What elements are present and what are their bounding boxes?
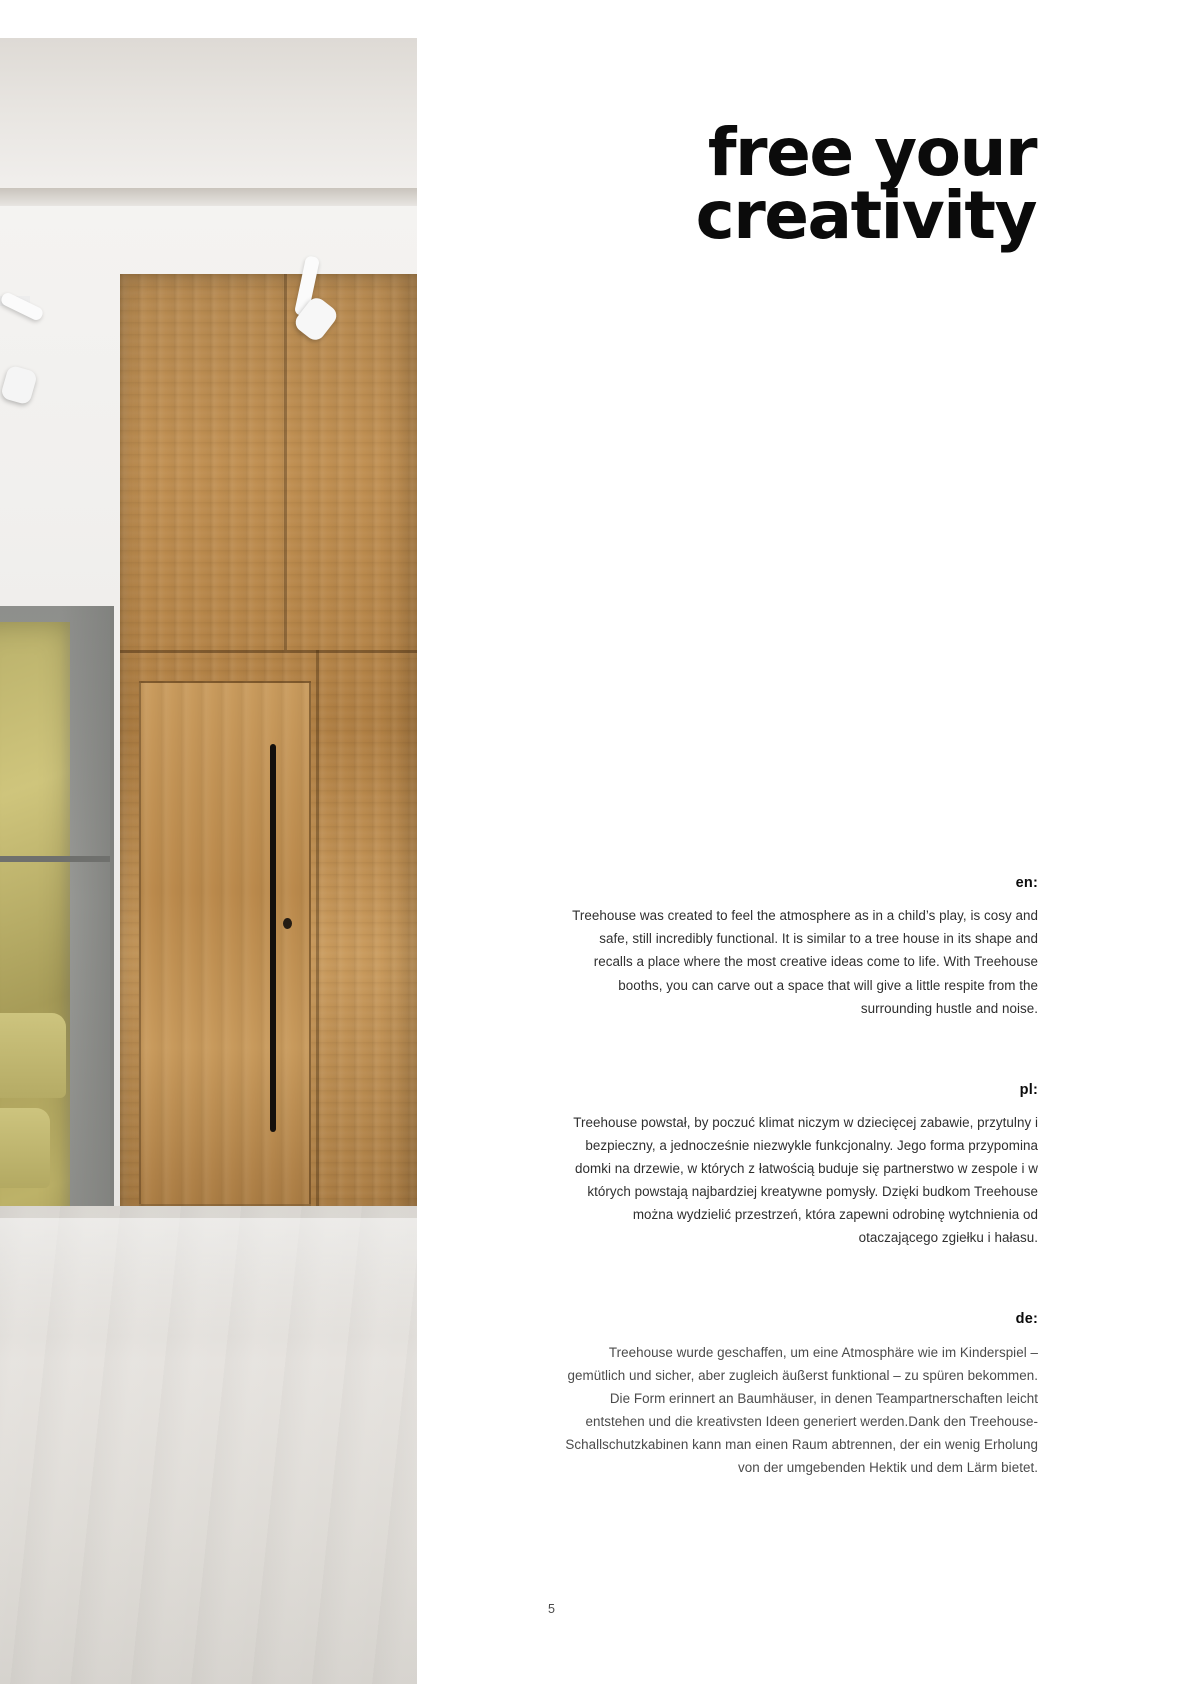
page-title-line-2: creativity <box>695 176 1036 254</box>
door-lock <box>283 918 292 929</box>
page-title-line-1: free your <box>707 114 1036 192</box>
language-label-en: en: <box>1015 875 1038 891</box>
wood-seam-horizontal <box>120 650 417 653</box>
description-blocks <box>560 875 1038 1492</box>
description-text-pl: Treehouse powstał, by poczuć klimat niczym w dziecięcej zabawie, przytulny i bezpieczny, a jednocześnie niezwykle funkcjonalny. Jego forma przypomina domki na drzewie, w których z łatwością buduje się partnerstwo w zespole i w których powstają najbardziej kreatywne pomysły. Dzięki budkom Treehouse można wydzielić przestrzeń, która zapewni odrobinę wytchnienia od otaczającego zgiełku i hałasu. <box>573 1115 1038 1246</box>
door-handle <box>270 744 276 1132</box>
floor-reflection <box>0 1218 417 1338</box>
wood-seam-vertical-lower <box>316 650 319 1219</box>
description-block-pl <box>560 1082 1038 1250</box>
language-label-de: de: <box>1015 1311 1038 1328</box>
page-title <box>296 114 1036 254</box>
description-block-en <box>560 875 1038 1020</box>
booth-seat-lower <box>0 1108 50 1188</box>
wood-seam-vertical-upper <box>284 274 287 650</box>
page-number: 5 <box>548 1602 555 1616</box>
language-label-pl: pl: <box>1019 1081 1038 1098</box>
description-block-de <box>560 1311 1038 1479</box>
photo-content <box>0 38 417 1684</box>
wooden-door <box>139 681 311 1206</box>
description-text-en: Treehouse was created to feel the atmosphere as in a child’s play, is cosy and safe, still incredibly functional. It is similar to a tree house in its shape and recalls a place where the most creative ideas come to life. With Treehouse booths, you can carve out a space that will give a little respite from the surrounding hustle and noise. <box>572 908 1038 1016</box>
interior-photo <box>0 38 417 1684</box>
description-text-de: Treehouse wurde geschaffen, um eine Atmosphäre wie im Kinderspiel – gemütlich und sicher, aber zugleich äußerst funktional – zu spüren bekommen. Die Form erinnert an Baumhäuser, in denen Teampartnerschaften leicht entstehen und die kreativsten Ideen generiert werden.Dank den Treehouse-Schallschutzkabinen kann man einen Raum abtrennen, der ein wenig Erholung von der umgebenden Hektik und dem Lärm bietet. <box>565 1344 1038 1475</box>
booth-panel-divider <box>0 856 110 862</box>
booth-seat-upper <box>0 1013 66 1098</box>
